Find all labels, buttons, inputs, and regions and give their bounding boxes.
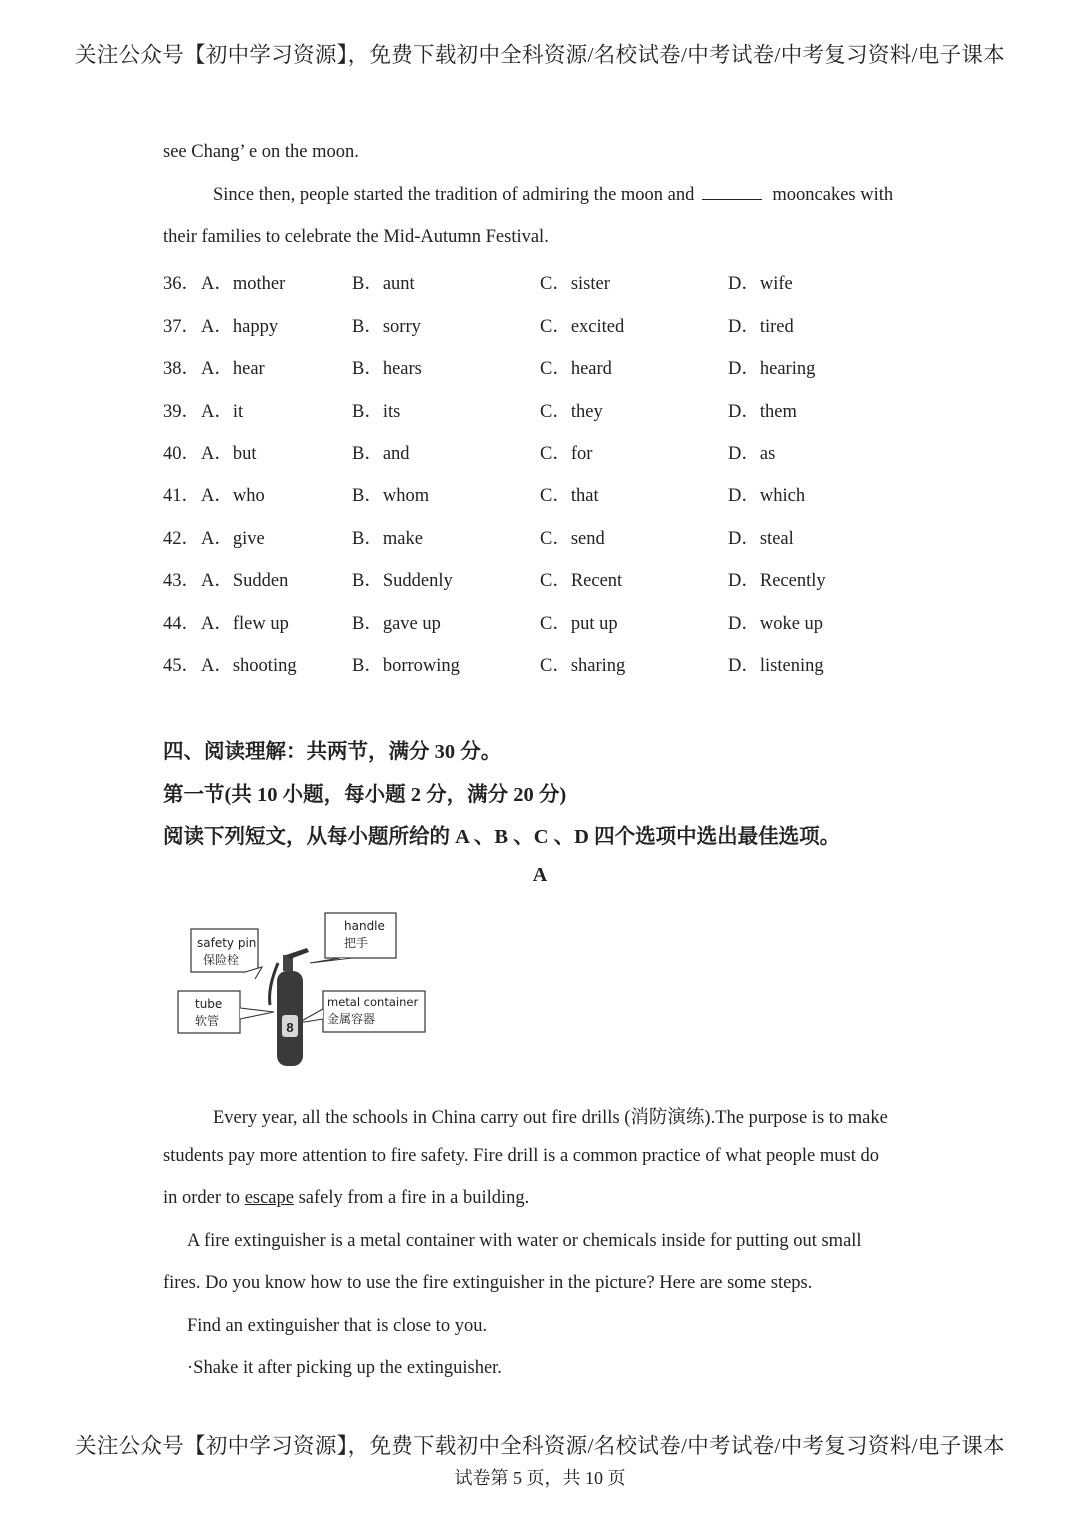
option-a: A．hear <box>201 359 265 379</box>
page-number: 试卷第 5 页，共 10 页 <box>454 1468 626 1488</box>
option-d: D．tired <box>728 317 794 337</box>
option-c: C．heard <box>540 359 612 379</box>
passage-line-2 <box>213 185 893 206</box>
question-row <box>163 312 923 336</box>
option-d: D．them <box>728 402 797 422</box>
option-c: C．put up <box>540 614 618 634</box>
question-number: 40． <box>163 444 201 464</box>
reading-line-3 <box>163 1188 529 1209</box>
reading-line-5: fires. Do you know how to use the fire extinguisher in the picture? Here are some steps. <box>163 1273 813 1293</box>
option-a: A．it <box>201 402 244 422</box>
tube-label-cn: 软管 <box>195 1014 220 1028</box>
reading-line-2: students pay more attention to fire safety. Fire drill is a common practice of what people must do <box>163 1146 879 1166</box>
question-number: 41． <box>163 486 201 506</box>
option-b: B．Suddenly <box>352 571 453 591</box>
question-number: 43． <box>163 571 201 591</box>
passage-label: A <box>532 864 548 886</box>
handle-label-en: handle <box>344 919 385 933</box>
reading-line-1: Every year, all the schools in China carry out fire drills (消防演练).The purpose is to make <box>213 1108 888 1128</box>
question-number: 38． <box>163 359 201 379</box>
option-b: B．make <box>352 529 423 549</box>
question-row <box>163 481 923 505</box>
question-number: 44． <box>163 614 201 634</box>
section-instruction: 阅读下列短文，从每小题所给的 A 、B 、C 、D 四个选项中选出最佳选项。 <box>163 826 841 848</box>
option-c: C．sharing <box>540 656 626 676</box>
option-a: A．give <box>201 529 265 549</box>
tube-label-en: tube <box>195 997 223 1011</box>
option-c: C．Recent <box>540 571 623 591</box>
safety-pin-label-cn: 保险栓 <box>203 953 240 967</box>
section-subtitle: 第一节(共 10 小题，每小题 2 分，满分 20 分) <box>163 784 567 806</box>
option-c: C．that <box>540 486 599 506</box>
question-row <box>163 269 923 293</box>
passage-line-2-start: Since then, people started the tradition of admiring the moon and <box>213 185 695 205</box>
option-b: B．and <box>352 444 410 464</box>
option-d: D．hearing <box>728 359 816 379</box>
underlined-word: escape <box>244 1188 294 1208</box>
handle-lever <box>286 948 309 959</box>
question-number: 45． <box>163 656 201 676</box>
option-c: C．they <box>540 402 603 422</box>
option-b: B．whom <box>352 486 430 506</box>
option-d: D．listening <box>728 656 824 676</box>
option-b: B．borrowing <box>352 656 460 676</box>
option-d: D．Recently <box>728 571 826 591</box>
option-a: A．flew up <box>201 614 289 634</box>
question-number: 37． <box>163 317 201 337</box>
question-row <box>163 397 923 421</box>
passage-line-3: their families to celebrate the Mid-Autumn Festival. <box>163 227 549 247</box>
option-d: D．steal <box>728 529 794 549</box>
fire-extinguisher-figure <box>170 905 440 1080</box>
option-a: A．but <box>201 444 257 464</box>
option-a: A．mother <box>201 274 286 294</box>
question-row <box>163 524 923 548</box>
option-d: D．wife <box>728 274 793 294</box>
option-d: D．woke up <box>728 614 824 634</box>
option-a: A．shooting <box>201 656 297 676</box>
option-b: B．gave up <box>352 614 441 634</box>
question-number: 39． <box>163 402 201 422</box>
bottom-banner: 关注公众号【初中学习资源】，免费下载初中全科资源/名校试卷/中考试卷/中考复习资料/电子课本 <box>75 1434 1005 1458</box>
option-c: C．send <box>540 529 605 549</box>
option-a: A．who <box>201 486 265 506</box>
cylinder-mark: 8 <box>286 1020 294 1035</box>
option-c: C．for <box>540 444 593 464</box>
passage-line-2-end: mooncakes with <box>772 185 894 205</box>
question-number: 36． <box>163 274 201 294</box>
option-b: B．aunt <box>352 274 415 294</box>
option-c: C．sister <box>540 274 610 294</box>
passage-line-1: see Chang’ e on the moon. <box>163 142 359 162</box>
metal-container-label-en: metal container <box>327 995 419 1009</box>
safety-pin-label-en: safety pin <box>197 936 257 950</box>
question-number: 42． <box>163 529 201 549</box>
answer-blank <box>702 185 762 200</box>
question-row <box>163 609 923 633</box>
reading-line-7: ·Shake it after picking up the extinguisher. <box>187 1358 502 1378</box>
top-banner: 关注公众号【初中学习资源】，免费下载初中全科资源/名校试卷/中考试卷/中考复习资料/电子课本 <box>75 43 1005 67</box>
option-b: B．sorry <box>352 317 421 337</box>
question-row <box>163 651 923 675</box>
option-a: A．Sudden <box>201 571 289 591</box>
question-row <box>163 566 923 590</box>
metal-container-label-cn: 金属容器 <box>327 1012 376 1026</box>
section-title: 四、阅读理解：共两节，满分 30 分。 <box>163 741 502 763</box>
option-b: B．hears <box>352 359 422 379</box>
option-a: A．happy <box>201 317 279 337</box>
handle-label-cn: 把手 <box>344 936 369 950</box>
tube-hose <box>270 963 278 1005</box>
reading-line-4: A fire extinguisher is a metal container with water or chemicals inside for putting out small <box>187 1231 862 1251</box>
option-c: C．excited <box>540 317 625 337</box>
question-row <box>163 439 923 463</box>
option-b: B．its <box>352 402 401 422</box>
reading-line-3-start: in order to <box>163 1188 241 1208</box>
option-d: D．as <box>728 444 776 464</box>
option-d: D．which <box>728 486 806 506</box>
question-row <box>163 354 923 378</box>
reading-line-6: Find an extinguisher that is close to you. <box>187 1316 488 1336</box>
reading-line-3-end: safely from a fire in a building. <box>298 1188 530 1208</box>
